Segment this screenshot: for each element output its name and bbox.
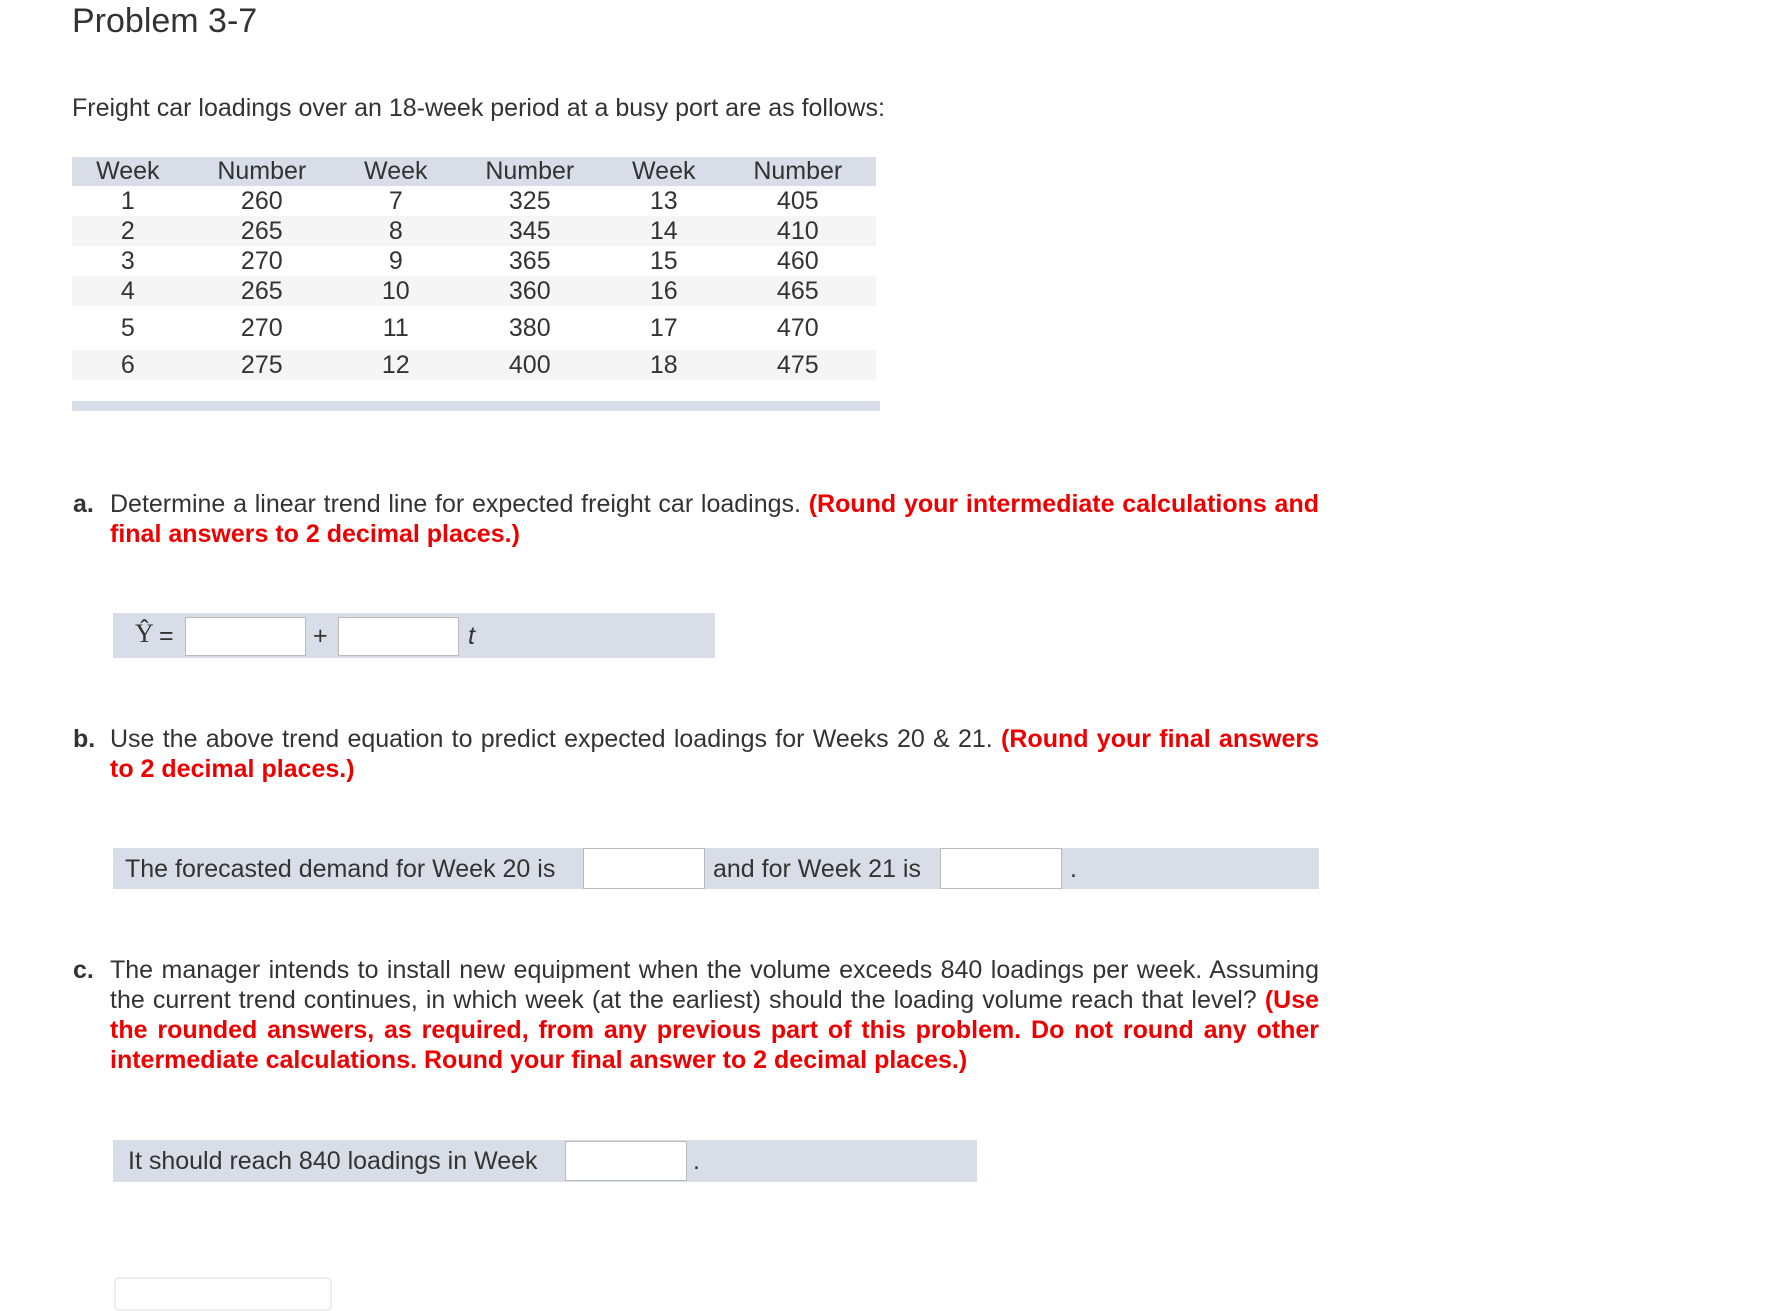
table-header-row bbox=[72, 157, 876, 186]
question-label: b. bbox=[73, 725, 96, 753]
header-number: Number bbox=[184, 157, 340, 186]
week-cell: 13 bbox=[649, 186, 678, 215]
table-row bbox=[72, 306, 876, 350]
week-cell: 16 bbox=[608, 276, 720, 306]
rounding-note: (Round your final answers to 2 decimal places.) bbox=[110, 725, 1319, 783]
header-number: Number bbox=[452, 157, 608, 186]
table-footer-bar bbox=[72, 401, 880, 411]
number-cell: 465 bbox=[720, 276, 876, 306]
week-cell: 7 bbox=[388, 186, 403, 215]
question-text: Use the above trend equation to predict expected loadings for Weeks 20 & 21. bbox=[110, 725, 1002, 753]
number-cell: 345 bbox=[452, 216, 608, 246]
equals-sign: = bbox=[159, 622, 174, 650]
slope-input[interactable] bbox=[338, 617, 459, 656]
week20-input[interactable] bbox=[583, 848, 705, 889]
forecast-row bbox=[113, 848, 1319, 889]
number-cell: 410 bbox=[720, 216, 876, 246]
number-cell: 380 bbox=[508, 313, 551, 342]
week-cell: 2 bbox=[72, 216, 184, 246]
table-row bbox=[72, 216, 876, 246]
period: . bbox=[1070, 855, 1077, 883]
week-cell: 9 bbox=[388, 246, 403, 275]
period: . bbox=[693, 1147, 700, 1175]
forecast-week20-label: The forecasted demand for Week 20 is bbox=[125, 855, 556, 883]
week-cell: 17 bbox=[649, 313, 678, 342]
week-cell: 1 bbox=[120, 186, 135, 215]
header-week: Week bbox=[72, 157, 184, 186]
number-cell: 275 bbox=[184, 350, 340, 380]
question-c bbox=[73, 955, 1319, 1075]
freight-table bbox=[72, 157, 876, 380]
week-cell: 6 bbox=[72, 350, 184, 380]
intercept-input[interactable] bbox=[185, 617, 306, 656]
question-text: Determine a linear trend line for expected freight car loadings. bbox=[110, 490, 809, 518]
week-cell: 11 bbox=[382, 313, 409, 342]
intro-text: Freight car loadings over an 18-week period at a busy port are as follows: bbox=[72, 94, 885, 122]
week-cell: 3 bbox=[120, 246, 135, 275]
header-week: Week bbox=[608, 157, 720, 186]
forecast-week21-label: and for Week 21 is bbox=[713, 855, 921, 883]
table-row bbox=[72, 276, 876, 306]
number-cell: 470 bbox=[776, 313, 819, 342]
week21-input[interactable] bbox=[940, 848, 1062, 889]
page-title: Problem 3-7 bbox=[72, 2, 258, 40]
trend-equation-row bbox=[113, 613, 715, 658]
threshold-week-input[interactable] bbox=[565, 1141, 687, 1181]
week-cell: 4 bbox=[72, 276, 184, 306]
t-variable: t bbox=[468, 622, 475, 650]
partial-button[interactable] bbox=[114, 1277, 332, 1311]
table-row bbox=[72, 350, 876, 380]
header-week: Week bbox=[340, 157, 452, 186]
number-cell: 270 bbox=[240, 313, 283, 342]
number-cell: 460 bbox=[776, 246, 819, 275]
table-row bbox=[72, 246, 876, 276]
number-cell: 260 bbox=[240, 186, 283, 215]
question-b bbox=[73, 724, 1319, 784]
header-number: Number bbox=[720, 157, 876, 186]
week-cell: 18 bbox=[608, 350, 720, 380]
week-cell: 10 bbox=[340, 276, 452, 306]
number-cell: 475 bbox=[720, 350, 876, 380]
number-cell: 265 bbox=[184, 276, 340, 306]
threshold-week-label: It should reach 840 loadings in Week bbox=[128, 1147, 538, 1175]
question-label: a. bbox=[73, 490, 94, 518]
week-cell: 15 bbox=[649, 246, 678, 275]
y-hat-symbol: Ŷ bbox=[135, 619, 154, 648]
number-cell: 265 bbox=[184, 216, 340, 246]
week-cell: 5 bbox=[120, 313, 135, 342]
plus-sign: + bbox=[313, 622, 328, 650]
question-label: c. bbox=[73, 956, 94, 984]
number-cell: 400 bbox=[452, 350, 608, 380]
number-cell: 365 bbox=[508, 246, 551, 275]
week-cell: 8 bbox=[340, 216, 452, 246]
threshold-week-row bbox=[113, 1140, 977, 1182]
week-cell: 12 bbox=[340, 350, 452, 380]
rounding-note: (Use the rounded answers, as required, from any previous part of this problem. Do not round any other intermediate calculations. Round your final answer to 2 decimal places.) bbox=[110, 986, 1319, 1074]
number-cell: 270 bbox=[240, 246, 283, 275]
rounding-note: (Round your intermediate calculations and final answers to 2 decimal places.) bbox=[110, 490, 1319, 548]
table-row bbox=[72, 186, 876, 216]
question-a bbox=[73, 489, 1319, 549]
number-cell: 360 bbox=[452, 276, 608, 306]
number-cell: 325 bbox=[508, 186, 551, 215]
week-cell: 14 bbox=[608, 216, 720, 246]
question-text: The manager intends to install new equipment when the volume exceeds 840 loadings per week. Assuming the current trend continues, in which week (at the earliest) should the loading volume reach that level? bbox=[110, 956, 1319, 1014]
number-cell: 405 bbox=[776, 186, 819, 215]
